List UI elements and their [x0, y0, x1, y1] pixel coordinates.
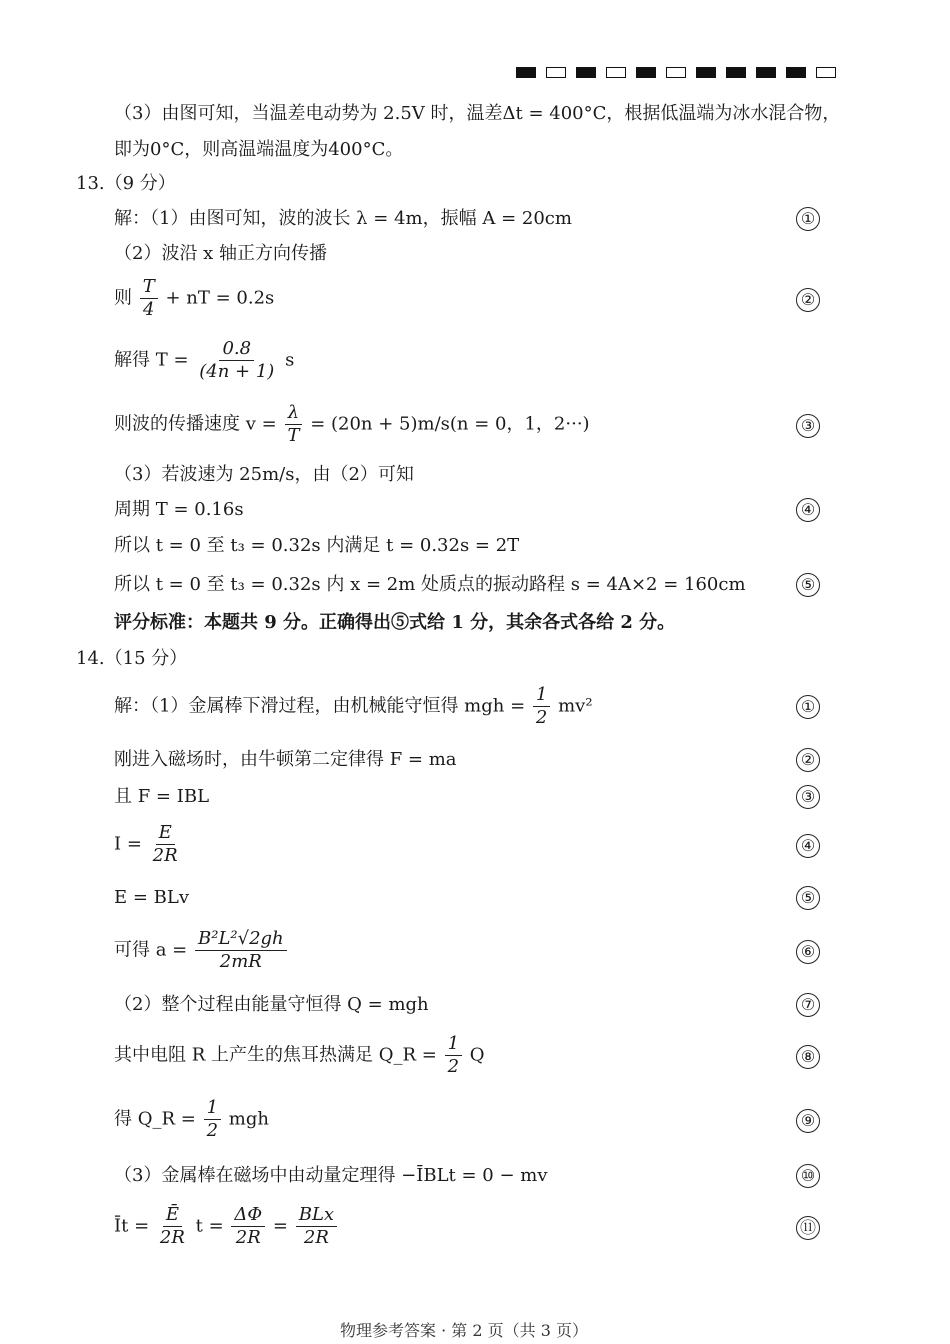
text: = (20n + 5)m/s(n = 0，1，2···) — [310, 413, 590, 435]
mark-filled — [756, 67, 776, 78]
text: + nT = 0.2s — [165, 287, 275, 309]
q14-line-8 — [114, 1033, 485, 1078]
text: 解：（1）金属棒下滑过程，由机械能守恒得 mgh = — [114, 695, 526, 717]
denominator: 2mR — [219, 951, 262, 972]
numerator: BLx — [296, 1204, 337, 1227]
text: 其中电阻 R 上产生的焦耳热满足 Q_R = — [114, 1044, 437, 1066]
mark-outline — [606, 67, 626, 78]
mark-outline — [816, 67, 836, 78]
marker-5: ⑤ — [796, 573, 820, 597]
marker-3: ③ — [796, 414, 820, 438]
marker-1: ① — [796, 207, 820, 231]
q14-line-5: E = BLv — [114, 887, 190, 908]
intro-line-1: （3）由图可知，当温差电动势为 2.5V 时，温差Δt = 400°C，根据低温端为冰水混合物， — [114, 103, 841, 124]
q13-line-8: 所以 t = 0 至 t₃ = 0.32s 内满足 t = 0.32s = 2T — [114, 535, 520, 556]
q14-line-3: 且 F = IBL — [114, 786, 210, 807]
text: I = — [114, 833, 142, 855]
denominator: 2R — [152, 845, 178, 866]
fraction — [445, 1033, 462, 1078]
text: t = — [195, 1215, 224, 1237]
text: 则 — [114, 287, 132, 309]
marker-1: ① — [796, 695, 820, 719]
marker-5: ⑤ — [796, 886, 820, 910]
text: = — [272, 1215, 289, 1237]
q13-line-9: 所以 t = 0 至 t₃ = 0.32s 内 x = 2m 处质点的振动路程 s = 4A×2 = 160cm — [114, 574, 746, 595]
intro-line-2: 即为0°C，则高温端温度为400°C。 — [114, 139, 404, 160]
numerator: T — [140, 276, 158, 299]
mark-filled — [726, 67, 746, 78]
text: 解得 T = — [114, 349, 189, 371]
numerator: 1 — [533, 684, 550, 707]
text: mv² — [558, 695, 593, 717]
mark-outline — [546, 67, 566, 78]
q13-score: 评分标准：本题共 9 分。正确得出⑤式给 1 分，其余各式各给 2 分。 — [114, 612, 676, 633]
numerator: B²L²√2gh — [195, 928, 287, 951]
denominator: 2 — [206, 1120, 219, 1141]
denominator: (4n + 1) — [199, 361, 275, 382]
fraction — [196, 338, 277, 383]
q14-line-4 — [114, 822, 183, 867]
q14-line-6 — [114, 928, 289, 973]
numerator: E — [156, 822, 175, 845]
numerator: ΔΦ — [231, 1204, 265, 1227]
marker-8: ⑧ — [796, 1045, 820, 1069]
q13-line-7: 周期 T = 0.16s — [114, 499, 244, 520]
marker-3: ③ — [796, 785, 820, 809]
q14-line-2: 刚进入磁场时，由牛顿第二定律得 F = ma — [114, 749, 457, 770]
text: 则波的传播速度 v = — [114, 413, 277, 435]
q13-line-3 — [114, 276, 274, 321]
q13-line-4 — [114, 338, 294, 383]
fraction — [231, 1204, 265, 1249]
marker-4: ④ — [796, 834, 820, 858]
q14-line-1 — [114, 684, 593, 729]
marker-9: ⑨ — [796, 1109, 820, 1133]
fraction — [204, 1097, 221, 1142]
denominator: 2 — [535, 707, 548, 728]
q13-title: 13.（9 分） — [76, 173, 176, 194]
mark-filled — [576, 67, 596, 78]
fraction — [195, 928, 287, 973]
denominator: 2R — [159, 1227, 185, 1248]
page-footer: 物理参考答案 · 第 2 页（共 3 页） — [340, 1321, 588, 1340]
q14-title: 14.（15 分） — [76, 648, 188, 669]
marker-2: ② — [796, 748, 820, 772]
fraction — [150, 822, 181, 867]
marker-4: ④ — [796, 498, 820, 522]
q13-line-6: （3）若波速为 25m/s，由（2）可知 — [114, 464, 414, 485]
q14-line-10: （3）金属棒在磁场中由动量定理得 −ĪBLt = 0 − mv — [114, 1165, 548, 1186]
q14-line-7: （2）整个过程由能量守恒得 Q = mgh — [114, 994, 429, 1015]
marker-2: ② — [796, 288, 820, 312]
text: s — [285, 349, 295, 371]
numerator: 1 — [445, 1033, 462, 1056]
text: 可得 a = — [114, 939, 188, 961]
marker-6: ⑥ — [796, 940, 820, 964]
denominator: 4 — [143, 299, 155, 320]
fraction — [140, 276, 158, 321]
mark-filled — [516, 67, 536, 78]
numerator: 0.8 — [219, 338, 254, 361]
denominator: 2R — [303, 1227, 329, 1248]
header-marks — [516, 67, 836, 80]
denominator: 2 — [447, 1056, 460, 1077]
numerator: Ē — [163, 1204, 182, 1227]
text: Īt = — [114, 1215, 150, 1237]
q14-line-11 — [114, 1204, 339, 1249]
mark-outline — [666, 67, 686, 78]
fraction — [296, 1204, 337, 1249]
text: 得 Q_R = — [114, 1108, 196, 1130]
mark-filled — [786, 67, 806, 78]
marker-7: ⑦ — [796, 993, 820, 1017]
q14-line-9 — [114, 1097, 269, 1142]
numerator: λ — [285, 402, 302, 425]
fraction — [157, 1204, 188, 1249]
marker-10: ⑩ — [796, 1164, 820, 1188]
text: Q — [469, 1044, 485, 1066]
marker-11: ⑪ — [796, 1216, 820, 1240]
fraction — [284, 402, 302, 447]
text: mgh — [228, 1108, 269, 1130]
fraction — [533, 684, 550, 729]
q13-line-1: 解：（1）由图可知，波的波长 λ = 4m，振幅 A = 20cm — [114, 208, 572, 229]
numerator: 1 — [204, 1097, 221, 1120]
mark-filled — [696, 67, 716, 78]
denominator: 2R — [235, 1227, 261, 1248]
denominator: T — [287, 425, 300, 446]
q13-line-2: （2）波沿 x 轴正方向传播 — [114, 243, 328, 264]
mark-filled — [636, 67, 656, 78]
q13-line-5 — [114, 402, 590, 447]
